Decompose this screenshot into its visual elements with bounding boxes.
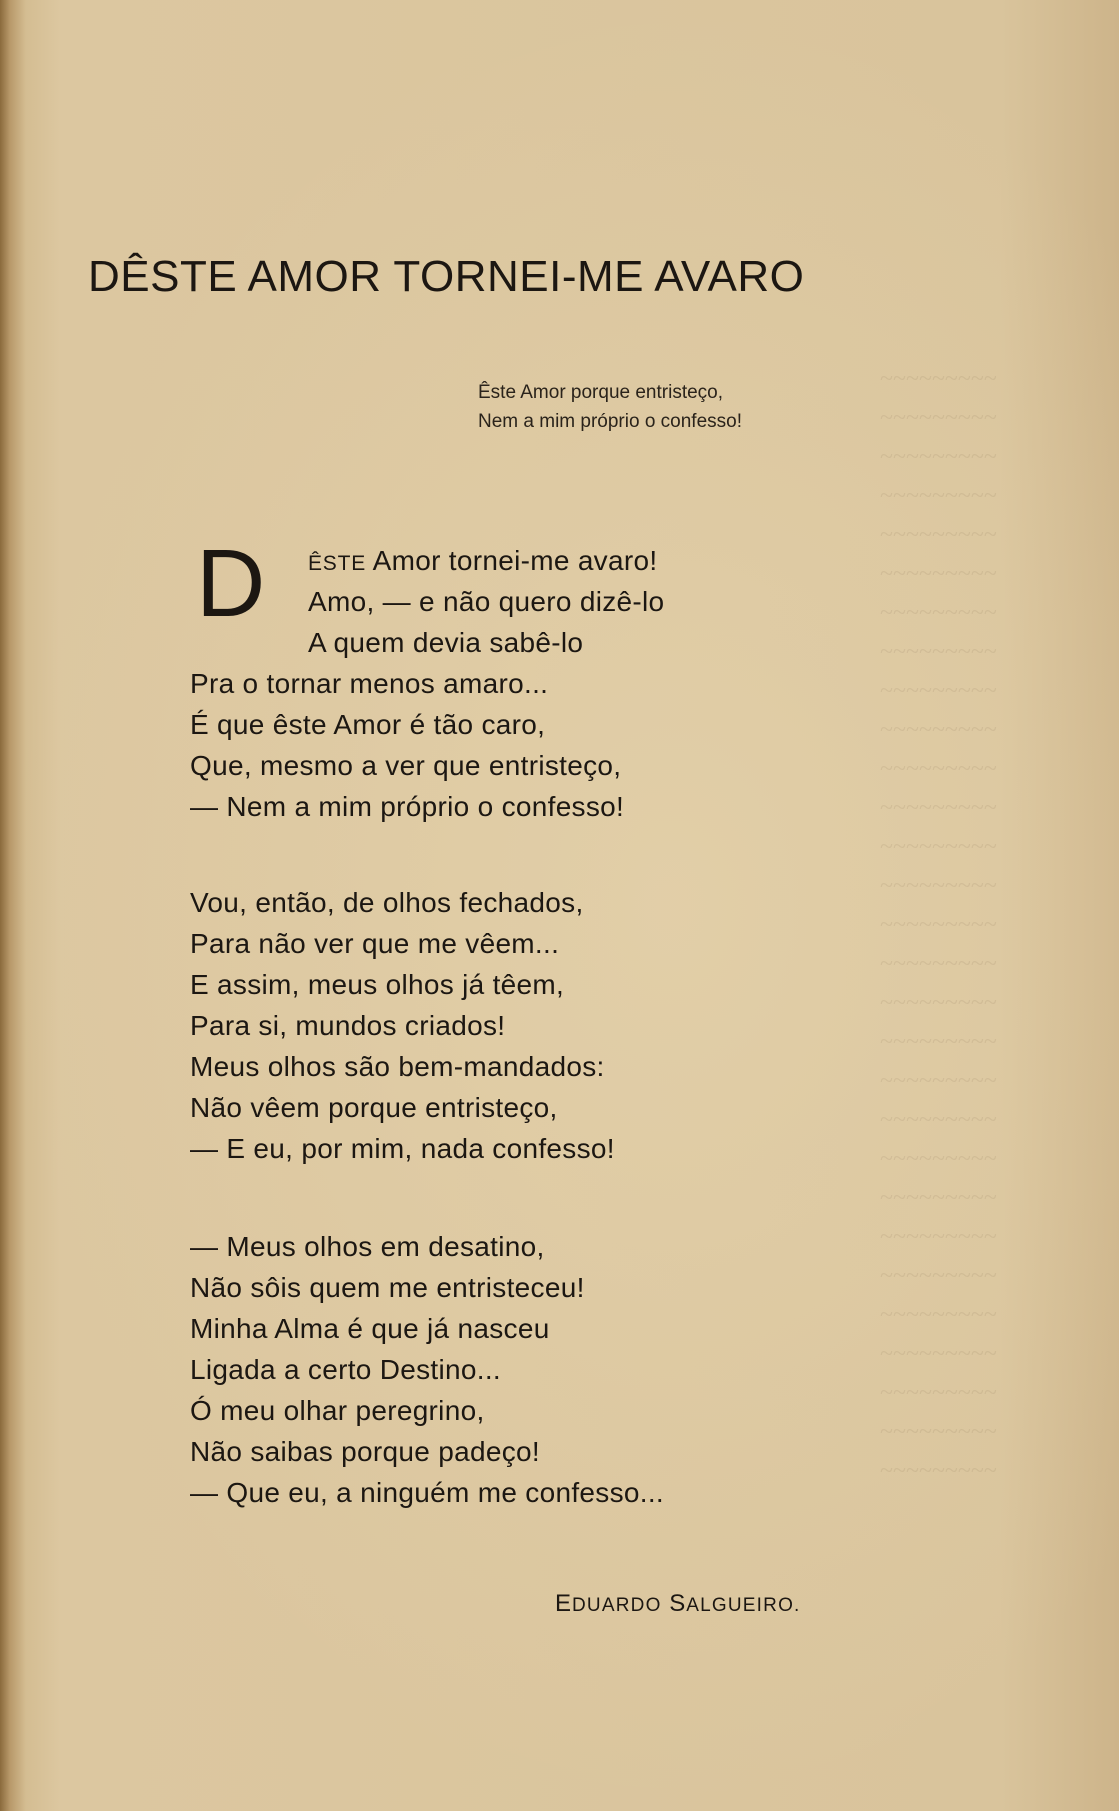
author-first-initial: E — [555, 1590, 573, 1617]
verse-line: E assim, meus olhos já têem, — [190, 969, 565, 1000]
verse-line — [190, 540, 664, 581]
verse-line: Minha Alma é que já nasceu — [190, 1313, 550, 1344]
author-first-rest: DUARDO — [572, 1595, 662, 1616]
verse-line: A quem devia sabê-lo — [308, 627, 584, 658]
stanza-1 — [190, 530, 665, 827]
verse-line: Vou, então, de olhos fechados, — [190, 887, 584, 918]
verse-line: Não vêem porque entristeço, — [190, 1092, 558, 1123]
verse-line: É que êste Amor é tão caro, — [190, 709, 546, 740]
first-word-small-caps: ÊSTE — [308, 552, 367, 575]
verse-line: Não sôis quem me entristeceu! — [190, 1272, 585, 1303]
verse-line: Ó meu olhar peregrino, — [190, 1395, 485, 1426]
epigraph — [478, 378, 742, 436]
verse-line: — Que eu, a ninguém me confesso... — [190, 1477, 665, 1508]
stanza-2 — [190, 882, 615, 1169]
author-last-rest: ALGUEIRO. — [686, 1595, 801, 1616]
epigraph-line: Nem a mim próprio o confesso! — [478, 411, 742, 432]
verse-line: — Nem a mim próprio o confesso! — [190, 791, 625, 822]
drop-cap: D — [196, 530, 266, 637]
first-line-rest: Amor tornei-me avaro! — [366, 545, 658, 576]
verse-line: Não saibas porque padeço! — [190, 1436, 540, 1467]
verse-line: Amo, — e não quero dizê-lo — [308, 586, 665, 617]
poem-title: DÊSTE AMOR TORNEI-ME AVARO — [88, 252, 805, 301]
epigraph-line: Êste Amor porque entristeço, — [478, 382, 724, 403]
verse-line: — E eu, por mim, nada confesso! — [190, 1133, 615, 1164]
author-last-initial: S — [669, 1590, 687, 1617]
verse-line: — Meus olhos em desatino, — [190, 1231, 545, 1262]
stanza-3 — [190, 1226, 664, 1513]
verse-line: Para não ver que me vêem... — [190, 928, 560, 959]
author-signature — [555, 1590, 801, 1618]
bleed-through-texture: ~~~~~~~~~ ~~~~~~~~~ ~~~~~~~~~ ~~~~~~~~~ ~~~~~~~~~ ~~~~~~~~~ ~~~~~~~~~ ~~~~~~~~~ ~~~~~~~~~ ~~~~~~~~~ ~~~~~~~~~ ~~~~~~~~~ ~~~~~~~~~ ~~~~~~~~~ ~~~~~~~~~ ~~~~~~~~~ ~~~~~~~~~ ~~~~~~~~~ ~~~~~~~~~ ~~~~~~~~~ ~~~~~~~~~ ~~~~~~~~~ ~~~~~~~~~ ~~~~~~~~~ ~~~~~~~~~ ~~~~~~~~~ ~~~~~~~~~ ~~~~~~~~~ ~~~~~~~~~ — [880, 366, 997, 1484]
verse-line: Para si, mundos criados! — [190, 1010, 506, 1041]
verse-line: Que, mesmo a ver que entristeço, — [190, 750, 622, 781]
verse-line: Meus olhos são bem-mandados: — [190, 1051, 605, 1082]
verse-line: Pra o tornar menos amaro... — [190, 668, 549, 699]
verse-line: Ligada a certo Destino... — [190, 1354, 502, 1385]
